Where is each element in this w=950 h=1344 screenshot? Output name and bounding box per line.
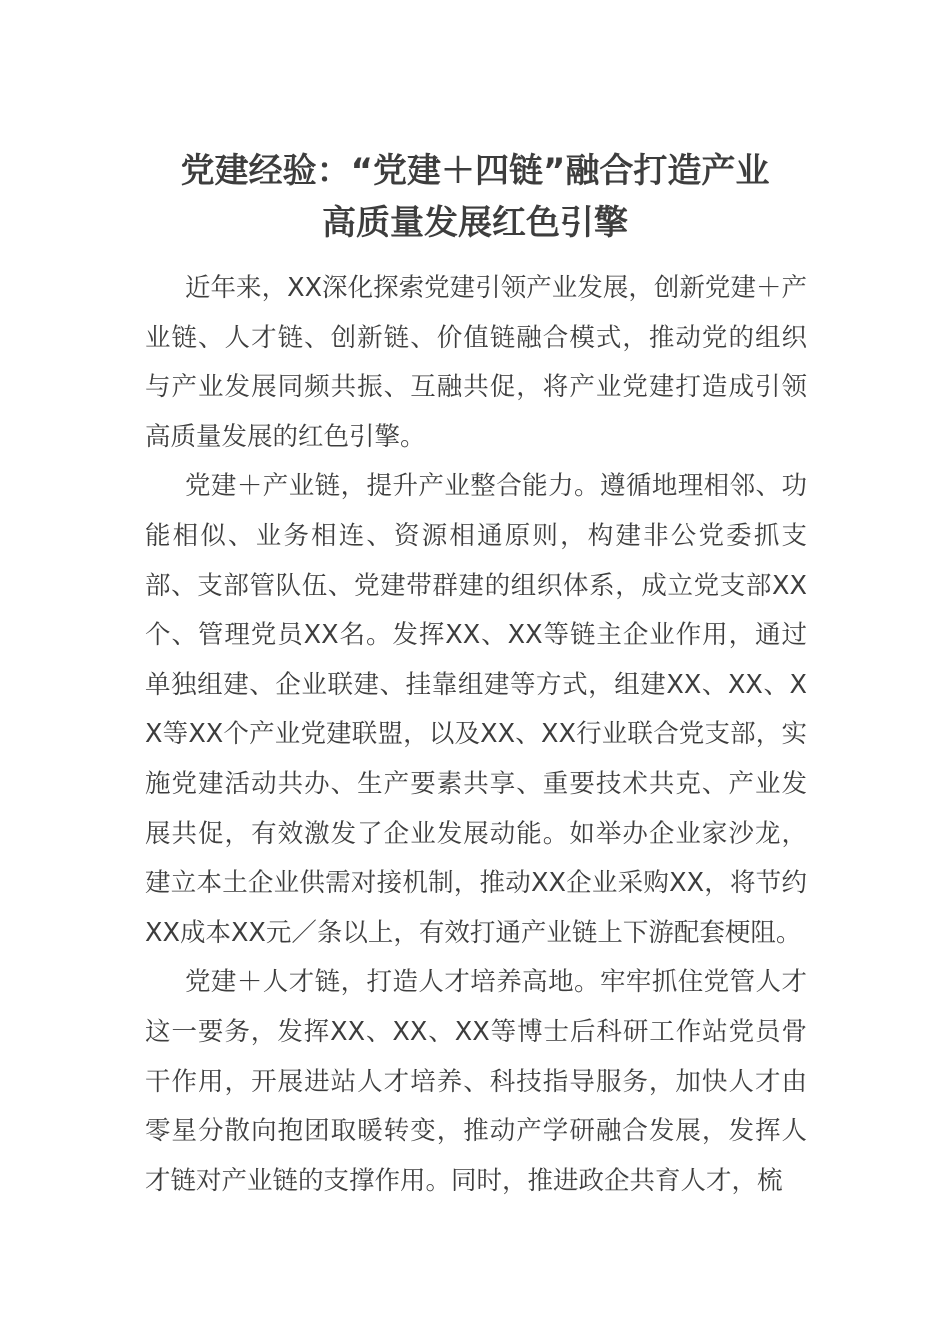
document-title <box>130 145 820 249</box>
title-line-2: 高质量发展红色引擎 <box>322 203 628 243</box>
paragraph-talent-chain: 党建＋人才链，打造人才培养高地。牢牢抓住党管人才这一要务，发挥XX、XX、XX等博士后科研工作站党员骨干作用，开展进站人才培养、科技指导服务，加快人才由零星分散向抱团取暖转变，推动产学研融合发展，发挥人才链对产业链的支撑作用。同时，推进政企共育人才，梳 <box>145 967 807 1196</box>
document-body <box>145 264 807 1206</box>
title-line-1: 党建经验：“党建＋四链”融合打造产业 <box>180 151 770 191</box>
paragraph-industry-chain: 党建＋产业链，提升产业整合能力。遵循地理相邻、功能相似、业务相连、资源相通原则，构建非公党委抓支部、支部管队伍、党建带群建的组织体系，成立党支部XX个、管理党员XX名。发挥XX、XX等链主企业作用，通过单独组建、企业联建、挂靠组建等方式，组建XX、XX、XX等XX个产业党建联盟，以及XX、XX行业联合党支部，实施党建活动共办、生产要素共享、重要技术共克、产业发展共促，有效激发了企业发展动能。如举办企业家沙龙，建立本土企业供需对接机制，推动XX企业采购XX，将节约XX成本XX元／条以上，有效打通产业链上下游配套梗阻。 <box>145 471 807 948</box>
paragraph-intro: 近年来，XX深化探索党建引领产业发展，创新党建＋产业链、人才链、创新链、价值链融合模式，推动党的组织与产业发展同频共振、互融共促，将产业党建打造成引领高质量发展的红色引擎。 <box>145 273 807 452</box>
